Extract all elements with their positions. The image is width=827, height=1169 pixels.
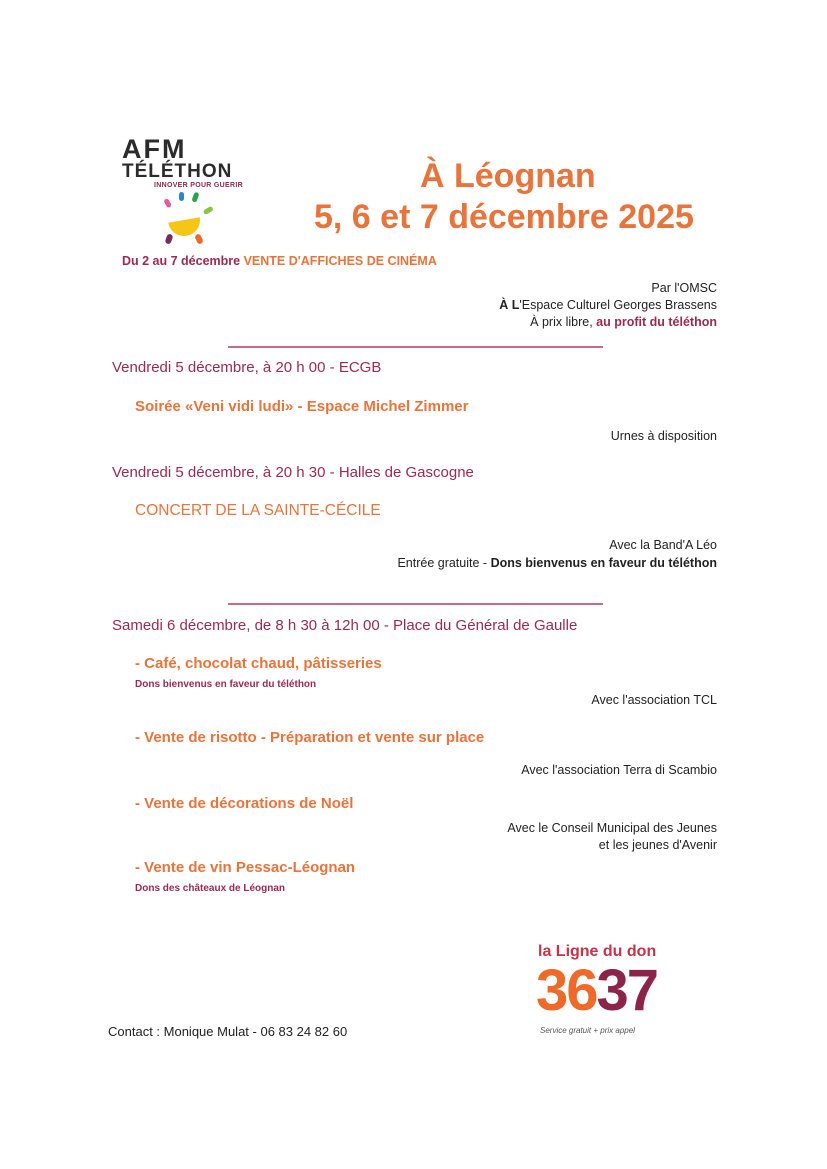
intro-price-prefix: À prix libre, bbox=[530, 315, 593, 329]
intro-price bbox=[530, 315, 717, 329]
event-3-item-1-sub: Dons bienvenus en faveur du téléthon bbox=[135, 679, 317, 690]
logo-telethon-text: TÉLÉTHON bbox=[122, 161, 233, 182]
intro-by: Par l'OMSC bbox=[651, 281, 717, 295]
intro-place bbox=[499, 298, 717, 312]
logo-tagline: INNOVER POUR GUERIR bbox=[154, 182, 243, 189]
event-3-item-3-note2: et les jeunes d'Avenir bbox=[598, 838, 717, 852]
event-3-item-2-note: Avec l'association Terra di Scambio bbox=[521, 763, 717, 777]
ligne-du-don-logo bbox=[536, 942, 716, 1042]
event-3-item-4-sub: Dons des châteaux de Léognan bbox=[135, 883, 286, 894]
afm-telethon-logo bbox=[122, 136, 262, 248]
page-title: À Léognan bbox=[420, 157, 596, 195]
number-36: 36 bbox=[536, 958, 597, 1023]
event-3-heading: Samedi 6 décembre, de 8 h 30 à 12h 00 - Place du Général de Gaulle bbox=[112, 617, 578, 634]
event-3-item-1-note: Avec l'association TCL bbox=[591, 693, 717, 707]
sun-icon bbox=[162, 190, 224, 248]
number-37: 37 bbox=[596, 958, 658, 1023]
event-2-title: CONCERT DE LA SAINTE-CÉCILE bbox=[135, 502, 381, 519]
event-2-note2-bold: Dons bienvenus en faveur du téléthon bbox=[490, 556, 717, 570]
ligne-du-don-number bbox=[536, 960, 657, 1022]
event-2-note1: Avec la Band'A Léo bbox=[609, 538, 717, 552]
page-subtitle-dates: 5, 6 et 7 décembre 2025 bbox=[314, 198, 694, 236]
ligne-du-don-label: la Ligne du don bbox=[538, 943, 657, 960]
event-3-item-4-title: - Vente de vin Pessac-Léognan bbox=[135, 859, 356, 876]
event-3-item-3-title: - Vente de décorations de Noël bbox=[135, 795, 354, 812]
intro-place-prefix: À L bbox=[499, 298, 520, 312]
intro-line bbox=[122, 254, 437, 268]
contact-info: Contact : Monique Mulat - 06 83 24 82 60 bbox=[108, 1024, 348, 1039]
event-3-item-2-title: - Vente de risotto - Préparation et vente sur place bbox=[135, 729, 485, 746]
event-2-note2 bbox=[397, 556, 717, 570]
event-1-title: Soirée «Veni vidi ludi» - Espace Michel Zimmer bbox=[135, 398, 469, 415]
ligne-du-don-service: Service gratuit + prix appel bbox=[540, 1026, 635, 1035]
event-2-note2-prefix: Entrée gratuite - bbox=[397, 556, 488, 570]
intro-event: VENTE D'AFFICHES DE CINÉMA bbox=[243, 254, 437, 268]
intro-place-rest: 'Espace Culturel Georges Brassens bbox=[519, 298, 717, 312]
event-1-heading: Vendredi 5 décembre, à 20 h 00 - ECGB bbox=[112, 359, 382, 376]
event-3-item-3-note: Avec le Conseil Municipal des Jeunes bbox=[507, 821, 717, 835]
event-2-heading: Vendredi 5 décembre, à 20 h 30 - Halles de Gascogne bbox=[112, 464, 474, 481]
logo-afm-text: AFM bbox=[122, 134, 187, 164]
divider-1 bbox=[228, 346, 603, 348]
intro-dates: Du 2 au 7 décembre bbox=[122, 254, 241, 268]
intro-price-highlight: au profit du téléthon bbox=[596, 315, 717, 329]
divider-2 bbox=[228, 603, 603, 605]
event-3-item-1-title: - Café, chocolat chaud, pâtisseries bbox=[135, 655, 382, 672]
event-1-note: Urnes à disposition bbox=[610, 429, 717, 443]
